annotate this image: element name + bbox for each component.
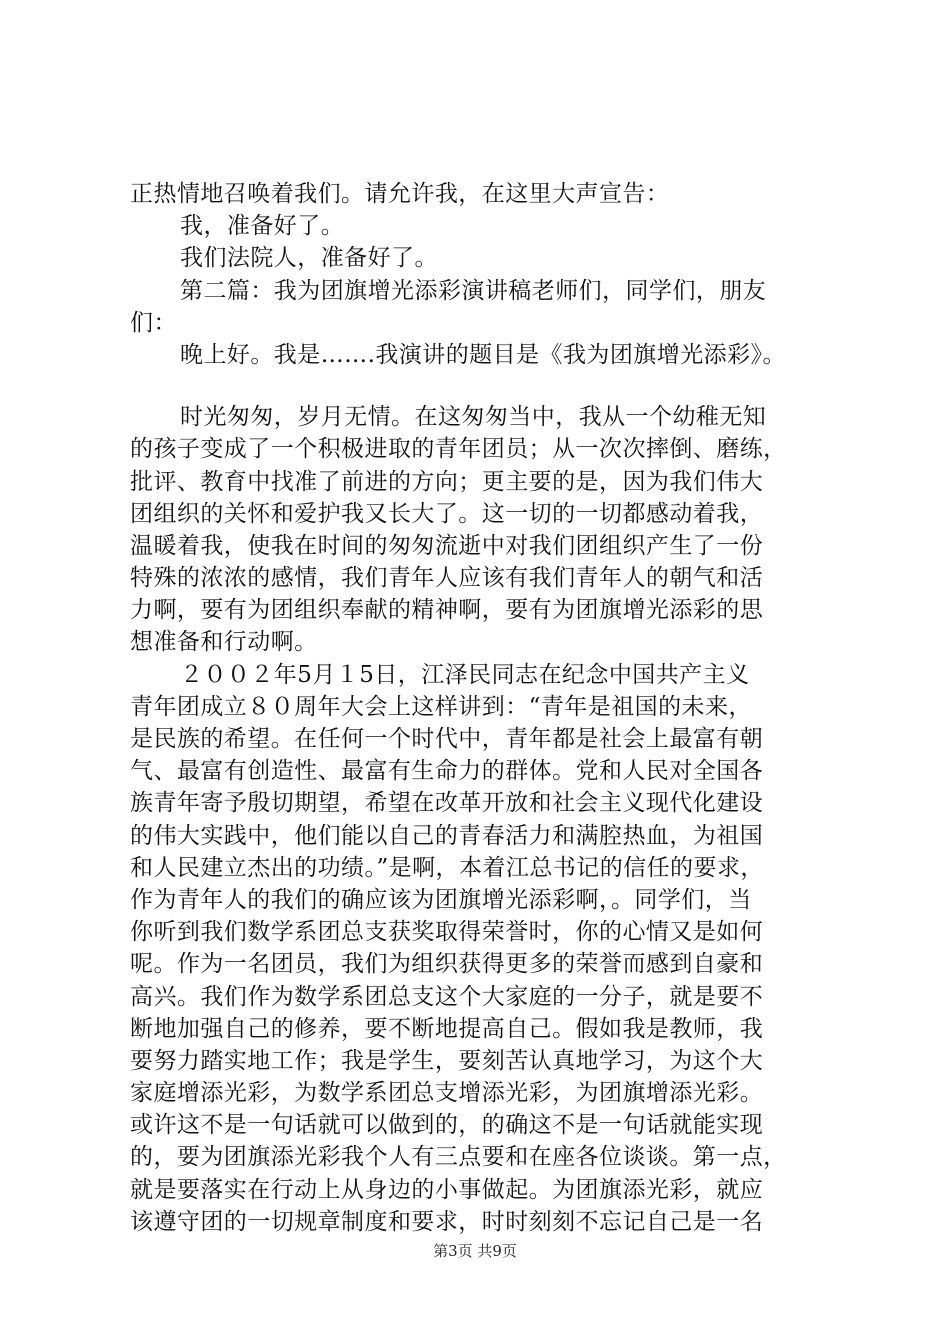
text-line: 和人民建立杰出的功绩。”是啊，本着江总书记的信任的要求， bbox=[130, 854, 764, 881]
text-line: 气、最富有创造性、最富有生命力的群体。党和人民对全国各 bbox=[130, 758, 764, 785]
text-line: 团组织的关怀和爱护我又长大了。这一切的一切都感动着我， bbox=[130, 500, 764, 527]
text-line: 是民族的希望。在任何一个时代中，青年都是社会上最富有朝 bbox=[130, 726, 764, 752]
text-line: 就是要落实在行动上从身边的小事做起。为团旗添光彩，就应 bbox=[130, 1176, 764, 1203]
text-line: 青年团成立８０周年大会上这样讲到：“青年是祖国的未来， bbox=[130, 693, 752, 720]
text-line: 呢。作为一名团员，我们为组织获得更多的荣誉而感到自豪和 bbox=[130, 951, 764, 978]
text-line: 的，要为团旗添光彩我个人有三点要和在座各位谈谈。第一点， bbox=[130, 1144, 787, 1171]
text-line: 你听到我们数学系团总支获奖取得荣誉时，你的心情又是如何 bbox=[130, 919, 764, 946]
text-line: 特殊的浓浓的感情，我们青年人应该有我们青年人的朝气和活 bbox=[130, 565, 764, 592]
text-line: 断地加强自己的修养，要不断地提高自己。假如我是教师，我 bbox=[130, 1015, 764, 1042]
text-line: 时光匆匆，岁月无情。在这匆匆当中，我从一个幼稚无知 bbox=[180, 404, 767, 431]
document-body bbox=[130, 178, 830, 1238]
text-line: 该遵守团的一切规章制度和要求，时时刻刻不忘记自己是一名 bbox=[130, 1208, 764, 1235]
text-line: 或许这不是一句话就可以做到的，的确这不是一句话就能实现 bbox=[130, 1112, 764, 1139]
text-line: 家庭增添光彩，为数学系团总支增添光彩，为团旗增添光彩。 bbox=[130, 1080, 764, 1107]
text-line: 正热情地召唤着我们。请允许我，在这里大声宣告： bbox=[130, 181, 670, 207]
text-line: 的伟大实践中，他们能以自己的青春活力和满腔热血，为祖国 bbox=[130, 822, 764, 849]
section-heading-line: 第二篇：我为团旗增光添彩演讲稿老师们，同学们，朋友 bbox=[180, 277, 767, 304]
text-line: 力啊，要有为团组织奉献的精神啊，要有为团旗增光添彩的思 bbox=[130, 597, 764, 624]
text-line: 作为青年人的我们的确应该为团旗增光添彩啊，。同学们，当 bbox=[130, 886, 752, 913]
page-number-footer: 第3页 共9页 bbox=[433, 1242, 517, 1260]
text-line: 们： bbox=[130, 309, 177, 336]
text-line: 高兴。我们作为数学系团总支这个大家庭的一分子，就是要不 bbox=[130, 983, 764, 1010]
text-line: 我们法院人，准备好了。 bbox=[180, 245, 438, 272]
paragraph-gap bbox=[130, 371, 830, 401]
text-line: 要努力踏实地工作；我是学生，要刻苦认真地学习，为这个大 bbox=[130, 1047, 764, 1074]
text-line: 我，准备好了。 bbox=[180, 213, 345, 240]
text-line: 温暖着我，使我在时间的匆匆流逝中对我们团组织产生了一份 bbox=[130, 532, 764, 559]
text-line: 晚上好。我是…….我演讲的题目是《我为团旗增光添彩》。 bbox=[180, 341, 786, 368]
text-line: ２００２年5月１5日，江泽民同志在纪念中国共产主义 bbox=[180, 661, 750, 688]
text-line: 的孩子变成了一个积极进取的青年团员；从一次次摔倒、磨练， bbox=[130, 436, 787, 463]
text-line: 族青年寄予殷切期望，希望在改革开放和社会主义现代化建设 bbox=[130, 790, 764, 817]
text-line: 批评、教育中找准了前进的方向；更主要的是，因为我们伟大 bbox=[130, 468, 764, 495]
text-line: 想准备和行动啊。 bbox=[130, 629, 318, 656]
